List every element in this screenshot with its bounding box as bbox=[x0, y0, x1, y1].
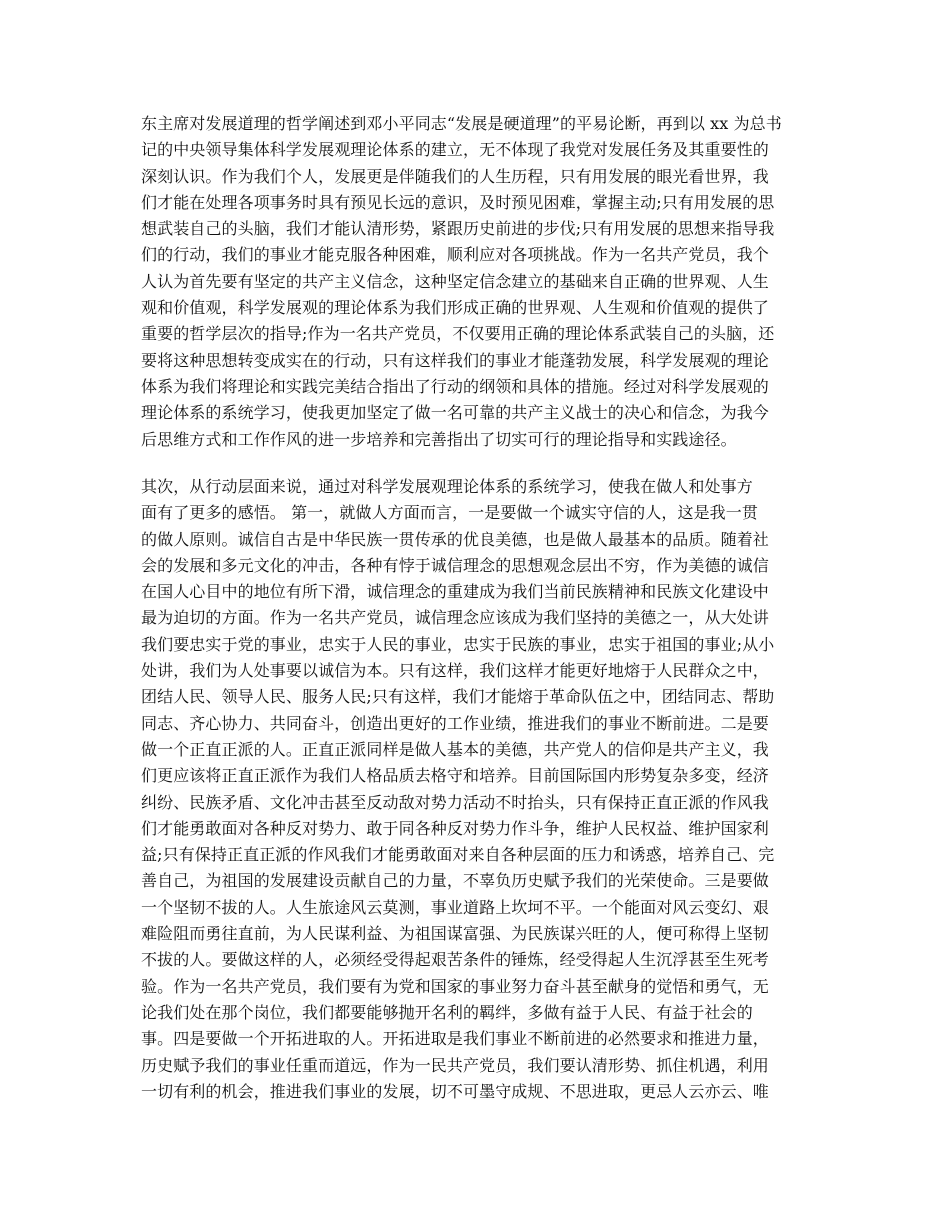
text-line: 团结人民、领导人民、服务人民;只有这样，我们才能熔于革命队伍之中，团结同志、帮助 bbox=[141, 687, 775, 707]
text-line: 们才能在处理各项事务时具有预见长远的意识，及时预见困难，掌握主动;只有用发展的思 bbox=[141, 192, 775, 212]
text-line: 深刻认识。作为我们个人，发展更是伴随我们的人生历程，只有用发展的眼光看世界，我 bbox=[141, 166, 769, 186]
text-line: 益;只有保持正直正派的作风我们才能勇敢面对来自各种层面的压力和诱惑，培养自己、完 bbox=[141, 845, 775, 865]
text-line: 历史赋予我们的事业任重而道远，作为一民共产党员，我们要认清形势、抓住机遇，利用 bbox=[141, 1055, 769, 1075]
text-line: 体系为我们将理论和实践完美结合指出了行动的纲领和具体的措施。经过对科学发展观的 bbox=[141, 376, 769, 396]
text-line: 人认为首先要有坚定的共产主义信念，这种坚定信念建立的基础来自正确的世界观、人生 bbox=[141, 271, 769, 291]
text-line: 要将这种思想转变成实在的行动，只有这样我们的事业才能蓬勃发展，科学发展观的理论 bbox=[141, 350, 769, 370]
text-line: 一切有利的机会，推进我们事业的发展，切不可墨守成规、不思进取，更忌人云亦云、唯 bbox=[141, 1081, 769, 1101]
text-line: 验。作为一名共产党员，我们要有为党和国家的事业努力奋斗甚至献身的觉悟和勇气，无 bbox=[141, 976, 769, 996]
text-line: 做一个正直正派的人。正直正派同样是做人基本的美德，共产党人的信仰是共产主义，我 bbox=[141, 739, 769, 759]
text-line: 事。四是要做一个开拓进取的人。开拓进取是我们事业不断前进的必然要求和推进力量， bbox=[141, 1029, 769, 1049]
text-line: 面有了更多的感悟。 第一，就做人方面而言，一是要做一个诚实守信的人，这是我一贯 bbox=[141, 503, 758, 523]
paragraph-1 bbox=[141, 111, 813, 453]
text-line: 记的中央领导集体科学发展观理论体系的建立，无不体现了我党对发展任务及其重要性的 bbox=[141, 140, 769, 160]
text-line: 理论体系的系统学习，使我更加坚定了做一名可靠的共产主义战士的决心和信念，为我今 bbox=[141, 403, 769, 423]
text-line: 在国人心目中的地位有所下滑，诚信理念的重建成为我们当前民族精神和民族文化建设中 bbox=[141, 582, 769, 602]
text-line: 同志、齐心协力、共同奋斗，创造出更好的工作业绩，推进我们的事业不断前进。二是要 bbox=[141, 713, 769, 733]
text-line: 我们要忠实于党的事业，忠实于人民的事业，忠实于民族的事业，忠实于祖国的事业;从小 bbox=[141, 634, 775, 654]
text-line: 论我们处在那个岗位，我们都要能够抛开名利的羁绊，多做有益于人民、有益于社会的 bbox=[141, 1002, 753, 1022]
text-line: 难险阻而勇往直前，为人民谋利益、为祖国谋富强、为民族谋兴旺的人，便可称得上坚韧 bbox=[141, 924, 769, 944]
text-line: 们的行动，我们的事业才能克服各种困难，顺利应对各项挑战。作为一名共产党员，我个 bbox=[141, 245, 769, 265]
text-line: 处讲，我们为人处事要以诚信为本。只有这样，我们这样才能更好地熔于人民群众之中， bbox=[141, 661, 769, 681]
text-line: 会的发展和多元文化的冲击，各种有悖于诚信理念的思想观念层出不穷，作为美德的诚信 bbox=[141, 555, 769, 575]
text-line: 纠纷、民族矛盾、文化冲击甚至反动敌对势力活动不时抬头，只有保持正直正派的作风我 bbox=[141, 792, 769, 812]
text-line: 重要的哲学层次的指导;作为一名共产党员，不仅要用正确的理论体系武装自己的头脑，还 bbox=[141, 324, 775, 344]
text-line: 们更应该将正直正派作为我们人格品质去格守和培养。目前国际国内形势复杂多变，经济 bbox=[141, 766, 769, 786]
paragraph-2 bbox=[141, 474, 813, 1105]
text-line: 观和价值观，科学发展观的理论体系为我们形成正确的世界观、人生观和价值观的提供了 bbox=[141, 298, 769, 318]
text-line: 东主席对发展道理的哲学阐述到邓小平同志“发展是硬道理”的平易论断，再到以 xx 为总书 bbox=[141, 114, 782, 133]
text-line: 不拔的人。要做这样的人，必须经受得起艰苦条件的锤炼，经受得起人生沉浮甚至生死考 bbox=[141, 950, 769, 970]
text-line: 最为迫切的方面。作为一名共产党员，诚信理念应该成为我们坚持的美德之一，从大处讲 bbox=[141, 608, 769, 628]
text-line: 后思维方式和工作作风的进一步培养和完善指出了切实可行的理论指导和实践途径。 bbox=[141, 429, 737, 449]
text-line: 想武装自己的头脑，我们才能认清形势，紧跟历史前进的步伐;只有用发展的思想来指导我 bbox=[141, 219, 775, 239]
text-line: 的做人原则。诚信自古是中华民族一贯传承的优良美德，也是做人最基本的品质。随着社 bbox=[141, 529, 769, 549]
text-line: 一个坚韧不拔的人。人生旅途风云莫测，事业道路上坎坷不平。一个能面对风云变幻、艰 bbox=[141, 897, 769, 917]
text-line: 善自己，为祖国的发展建设贡献自己的力量，不辜负历史赋予我们的光荣使命。三是要做 bbox=[141, 871, 769, 891]
text-line: 其次，从行动层面来说，通过对科学发展观理论体系的系统学习，使我在做人和处事方 bbox=[141, 477, 753, 496]
text-line: 们才能勇敢面对各种反对势力、敢于同各种反对势力作斗争，维护人民权益、维护国家利 bbox=[141, 818, 769, 838]
